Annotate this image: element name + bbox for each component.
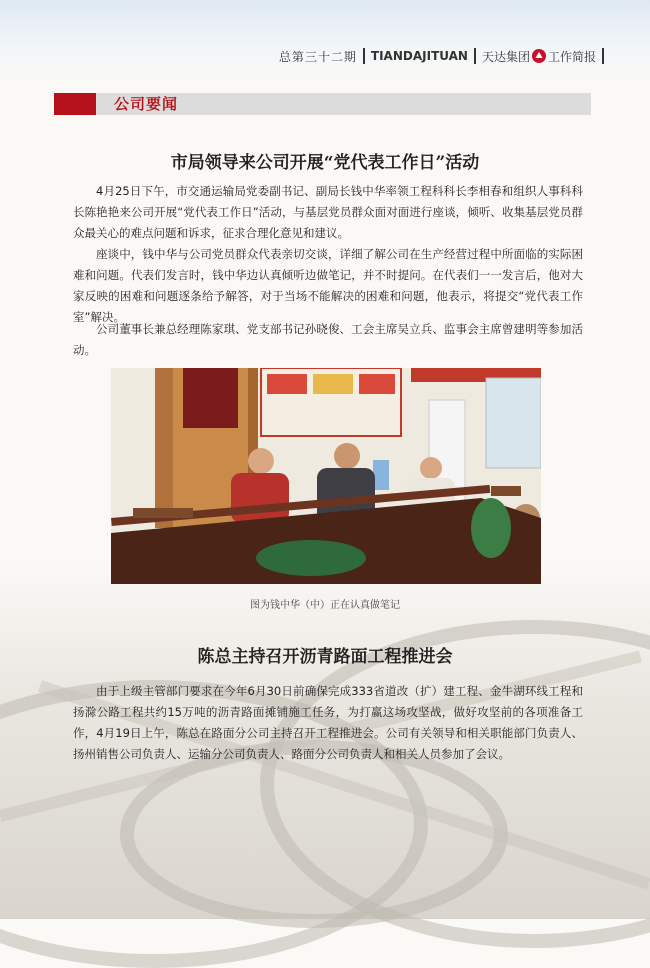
divider <box>602 48 604 64</box>
divider <box>474 48 476 64</box>
section-title: 公司要闻 <box>114 95 179 113</box>
header-background <box>0 0 650 80</box>
article-paragraph: 座谈中，钱中华与公司党员群众代表亲切交谈，详细了解公司在生产经营过程中所面临的实际困难和问题。代表们发言时，钱中华边认真倾听边做笔记，并不时提问。在代表们一一发言后，他对大家反映的困难和问题逐条给予解答，对于当场不能解决的困难和问题，他表示，将提交“党代表工作室”解决。 <box>73 247 583 324</box>
divider <box>363 48 365 64</box>
photo-caption: 图为钱中华（中）正在认真做笔记 <box>250 600 400 611</box>
newsletter-name: 工作简报 <box>547 49 596 64</box>
meeting-photo <box>111 368 541 584</box>
brand-name-en: TIANDAJITUAN <box>370 49 468 63</box>
article-paragraph: 由于上级主管部门要求在今年6月30日前确保完成333省道改（扩）建工程、金牛湖环线工程和扬滁公路工程共约15万吨的沥青路面摊铺施工任务，为打赢这场攻坚战，做好攻坚前的各项准备工作，4月19日上午，陈总在路面分公司主持召开工程推进会。公司有关领导和相关职能部门负责人、扬州销售公司负责人、运输分公司负责人、路面分公司负责人和相关人员参加了会议。 <box>73 684 583 761</box>
company-name: 天达集团 <box>481 49 530 64</box>
meeting-photo-illustration <box>111 368 541 584</box>
section-header <box>54 93 591 115</box>
page-header <box>279 46 610 66</box>
article-title: 陈总主持召开沥青路面工程推进会 <box>197 647 453 667</box>
article-paragraph: 4月25日下午，市交通运输局党委副书记、副局长钱中华率领工程科科长李相春和组织人事科科长陈艳艳来公司开展“党代表工作日”活动，与基层党员群众面对面进行座谈，倾听、收集基层党员群众最关心的难点问题和诉求，征求合理化意见和建议。 <box>73 184 583 240</box>
article-title: 市局领导来公司开展“党代表工作日”活动 <box>170 153 480 173</box>
issue-number: 总第三十二期 <box>278 49 357 64</box>
article-paragraph: 公司董事长兼总经理陈家琪、党支部书记孙晓俊、工会主席吴立兵、监事会主席曾建明等参加活动。 <box>73 322 583 357</box>
section-accent <box>54 93 96 115</box>
company-logo-icon: ⛰ <box>532 49 546 63</box>
